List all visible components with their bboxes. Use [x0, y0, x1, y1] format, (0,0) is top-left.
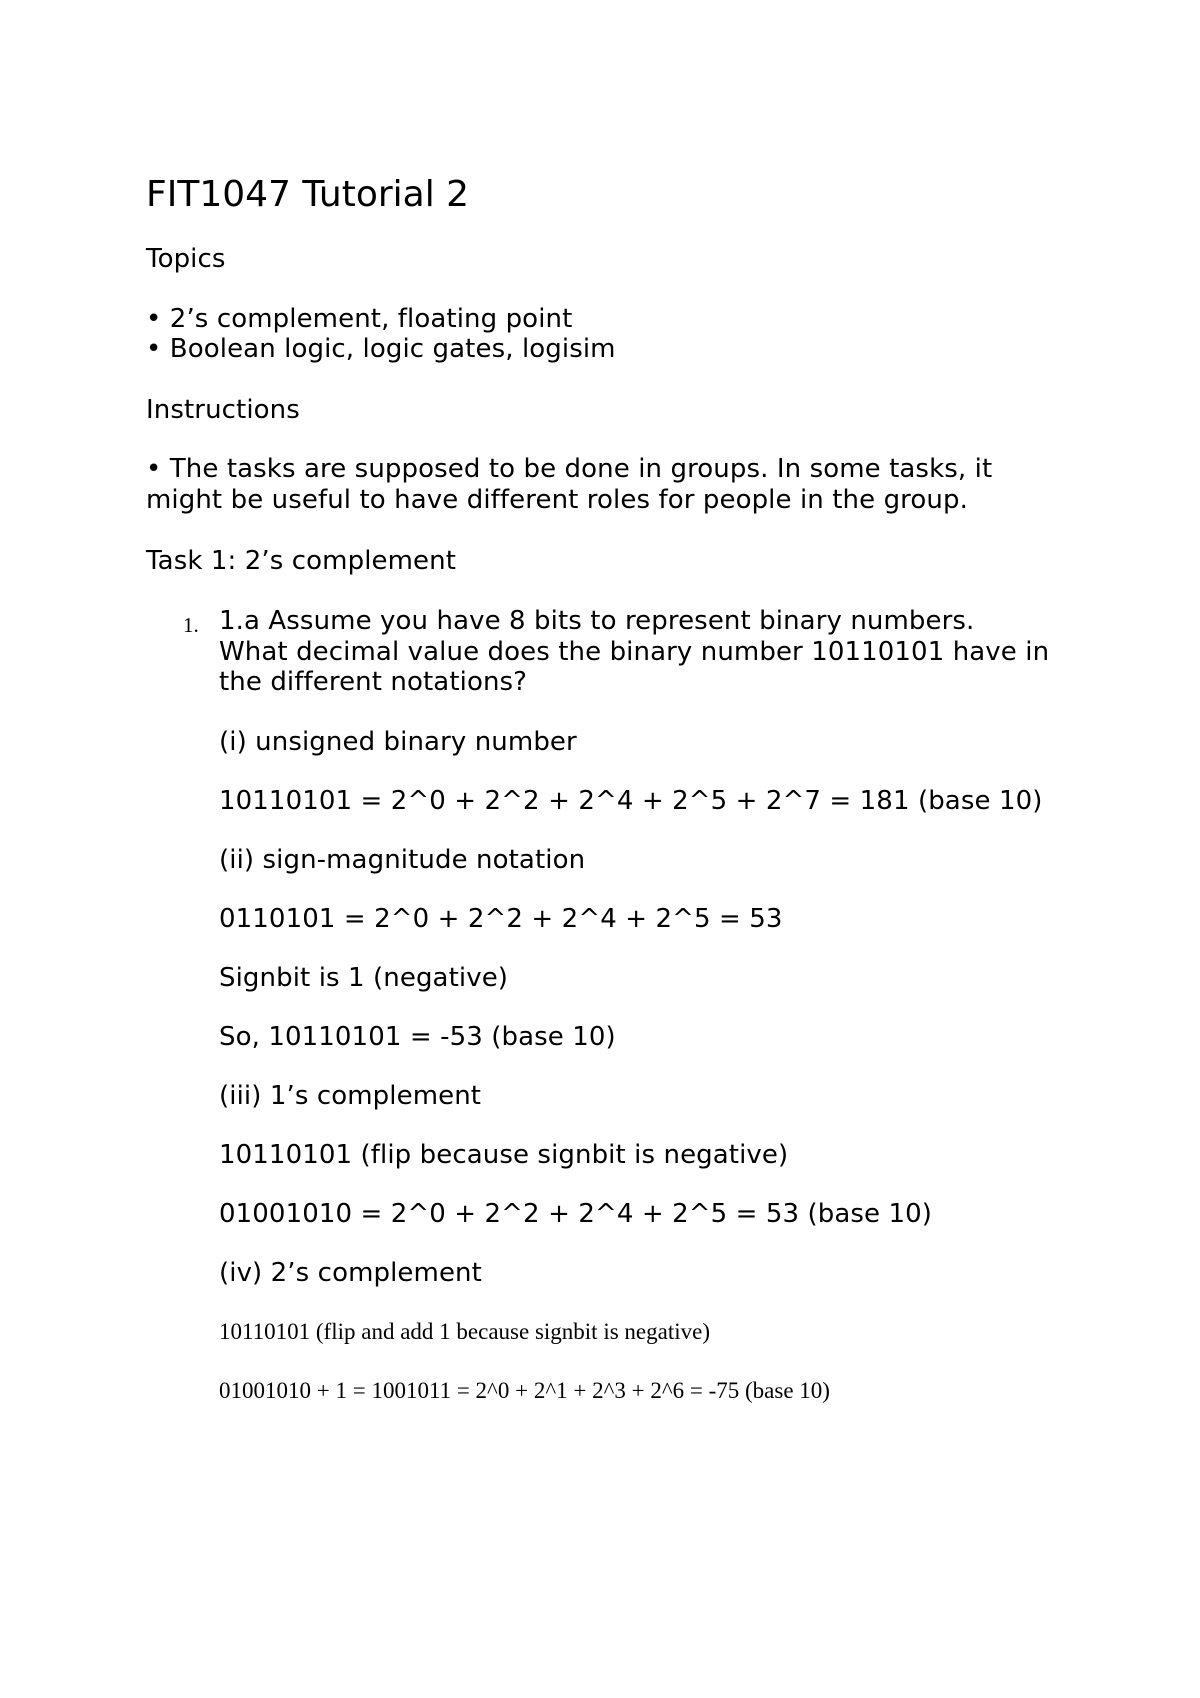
task1-heading: Task 1: 2’s complement	[146, 546, 457, 576]
ones-complement-flip: 10110101 (flip because signbit is negative)	[219, 1140, 789, 1170]
ones-complement-label: (iii) 1’s complement	[219, 1081, 482, 1111]
sign-magnitude-label: (ii) sign-magnitude notation	[219, 845, 586, 875]
topic-bullet: • 2’s complement, floating point	[146, 304, 573, 334]
signbit-note: Signbit is 1 (negative)	[219, 963, 509, 993]
twos-complement-calculation: 01001010 + 1 = 1001011 = 2^0 + 2^1 + 2^3 + 2^6 = -75 (base 10)	[219, 1378, 830, 1403]
page-title: FIT1047 Tutorial 2	[146, 174, 470, 215]
twos-complement-flip: 10110101 (flip and add 1 because signbit is negative)	[219, 1319, 710, 1344]
sign-magnitude-result: So, 10110101 = -53 (base 10)	[219, 1022, 616, 1052]
instruction-line: • The tasks are supposed to be done in groups. In some tasks, it	[146, 454, 993, 484]
unsigned-calculation: 10110101 = 2^0 + 2^2 + 2^4 + 2^5 + 2^7 = 181 (base 10)	[219, 786, 1043, 816]
instruction-line: might be useful to have different roles for people in the group.	[146, 485, 968, 515]
twos-complement-label: (iv) 2’s complement	[219, 1258, 482, 1288]
sign-magnitude-calculation: 0110101 = 2^0 + 2^2 + 2^4 + 2^5 = 53	[219, 904, 783, 934]
topics-heading: Topics	[146, 244, 226, 274]
unsigned-label: (i) unsigned binary number	[219, 727, 577, 757]
question-line: What decimal value does the binary number 10110101 have in	[219, 637, 1050, 667]
list-number: 1.	[183, 613, 199, 637]
topic-bullet: • Boolean logic, logic gates, logisim	[146, 334, 616, 364]
question-line: the different notations?	[219, 667, 528, 697]
question-line: 1.a Assume you have 8 bits to represent binary numbers.	[219, 606, 975, 636]
ones-complement-calculation: 01001010 = 2^0 + 2^2 + 2^4 + 2^5 = 53 (base 10)	[219, 1199, 933, 1229]
instructions-heading: Instructions	[146, 395, 300, 425]
